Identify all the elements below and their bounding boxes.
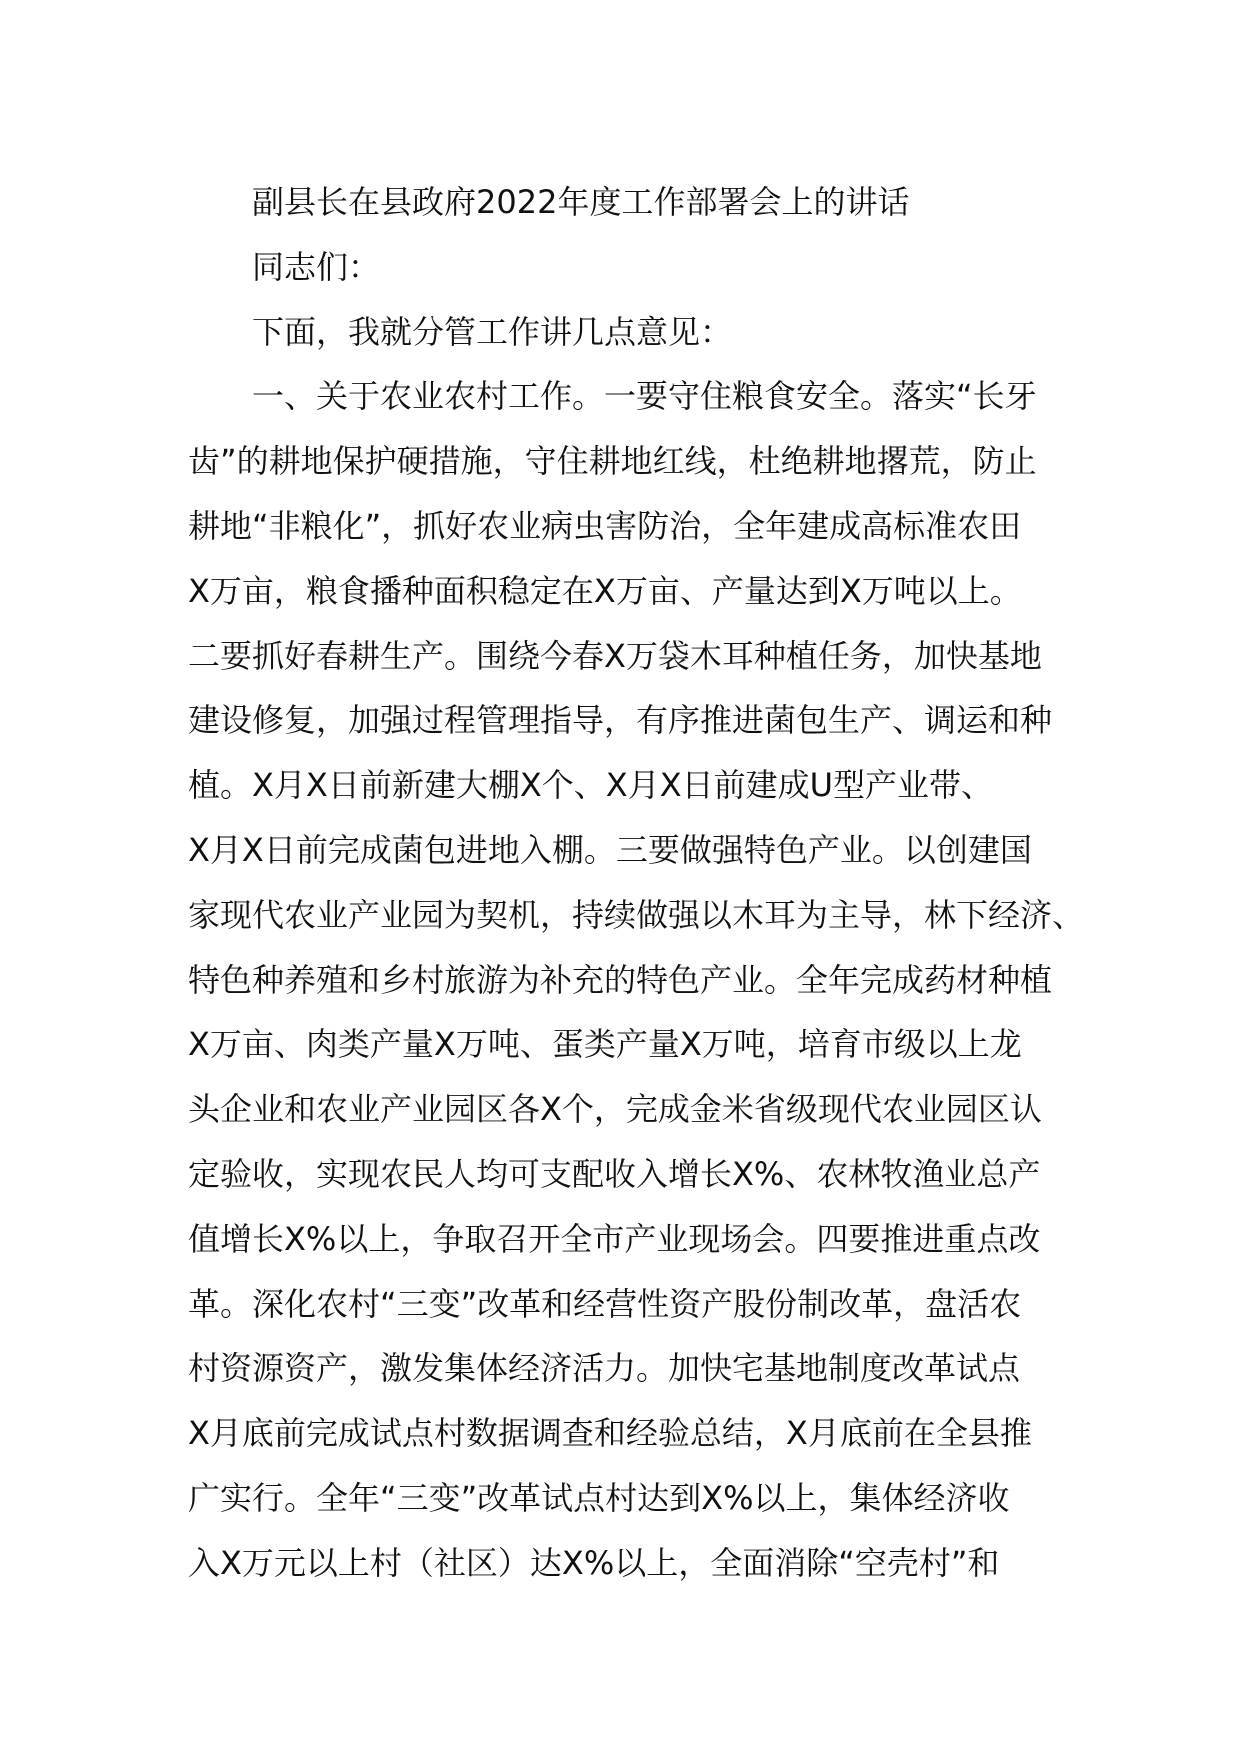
body-line: X万亩、肉类产量X万吨、蛋类产量X万吨，培育市级以上龙 <box>188 1025 1022 1064</box>
salutation: 同志们： <box>252 247 381 286</box>
body-line: X万亩，粮食播种面积稳定在X万亩、产量达到X万吨以上。 <box>188 571 1022 610</box>
document-text <box>188 170 1085 1596</box>
body-line: 定验收，实现农民人均可支配收入增长X%、农林牧渔业总产 <box>188 1154 1041 1193</box>
body-line: X月X日前完成菌包进地入棚。三要做强特色产业。以创建国 <box>188 830 1032 869</box>
body-line: 植。X月X日前新建大棚X个、X月X日前建成U型产业带、 <box>188 766 994 805</box>
body-line: 齿”的耕地保护硬措施，守住耕地红线，杜绝耕地撂荒，防止 <box>188 442 1037 481</box>
body-line: 二要抓好春耕生产。围绕今春X万袋木耳种植任务，加快基地 <box>188 636 1042 675</box>
body-line: 村资源资产，激发集体经济活力。加快宅基地制度改革试点 <box>188 1349 1021 1388</box>
intro-paragraph: 下面，我就分管工作讲几点意见： <box>252 312 733 351</box>
body-line: 建设修复，加强过程管理指导，有序推进菌包生产、调运和种 <box>188 701 1053 740</box>
body-line: 家现代农业产业园为契机，持续做强以木耳为主导，林下经济、 <box>188 895 1085 934</box>
body-line: 革。深化农村“三变”改革和经营性资产股份制改革，盘活农 <box>188 1284 1022 1323</box>
body-line: 广实行。全年“三变”改革试点村达到X%以上，集体经济收 <box>188 1478 1010 1517</box>
body-line: 入X万元以上村（社区）达X%以上，全面消除“空壳村”和 <box>188 1543 1000 1582</box>
body-line: 头企业和农业产业园区各X个，完成金米省级现代农业园区认 <box>188 1090 1042 1129</box>
body-line: 耕地“非粮化”，抓好农业病虫害防治，全年建成高标准农田 <box>188 506 1022 545</box>
body-line: 值增长X%以上，争取召开全市产业现场会。四要推进重点改 <box>188 1219 1041 1258</box>
document-title: 副县长在县政府2022年度工作部署会上的讲话 <box>252 183 910 221</box>
body-line: 特色种养殖和乡村旅游为补充的特色产业。全年完成药材种植 <box>188 960 1053 999</box>
body-line: 一、关于农业农村工作。一要守住粮食安全。落实“长牙 <box>252 377 1037 416</box>
body-line: X月底前完成试点村数据调查和经验总结，X月底前在全县推 <box>188 1414 1032 1453</box>
